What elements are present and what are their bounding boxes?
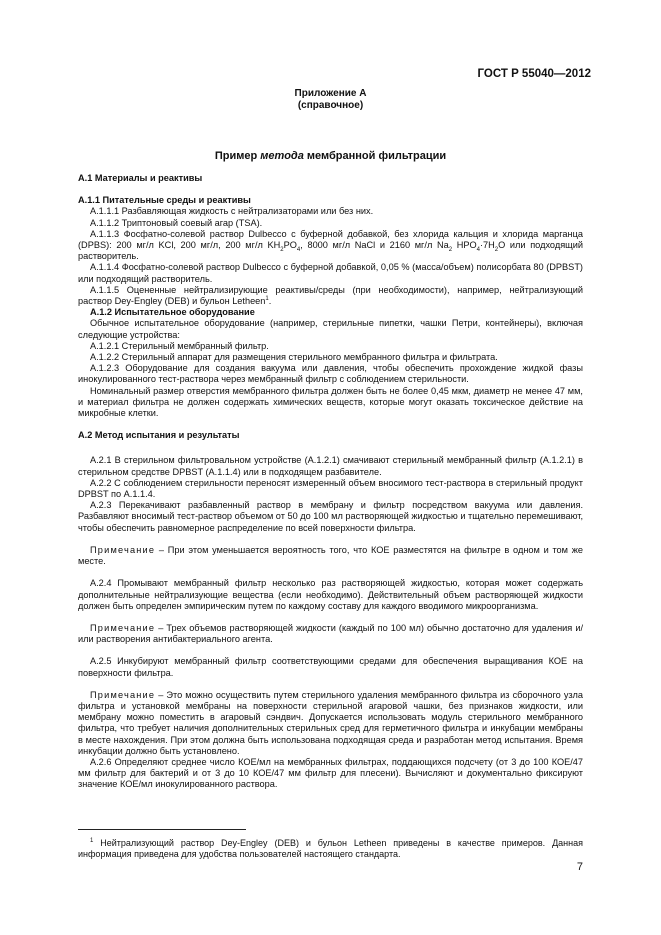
note-3: Примечание – Это можно осуществить путем стерильного удаления мембранного фильтра из сборочного узла фильтра и установкой мембраны на поверхности стерильной агаровой чашки, без признаков жидкости, или мембрану можно поместить в агаровый сэндвич. Допускается использовать модуль стерильного мембранного фильтра, что требует наличия дополнительных стерильных сред для герметичного фильтра и инкубации мембраны в месте нахождения. При этом должна быть использована подходящая среда и разработан метод испытания. Время инкубации должно быть установлено. [78, 689, 583, 756]
paragraph-a112: А.1.1.2 Триптоновый соевый агар (TSA). [90, 217, 263, 228]
footnote-number: 1 [90, 838, 94, 844]
paragraph-a24: А.2.4 Промывают мембранный фильтр несколько раз растворяющей жидкостью, которая может содержать дополнительные нейтрализующие вещества (если необходимо). Действительный объем растворяющей жидкости должен быть определен эмпирическим путем по каждому составу для каждого вводимого микроорганизма. [78, 578, 583, 611]
page-number: 7 [576, 861, 583, 873]
note-1: Примечание – При этом уменьшается вероятность того, что КОЕ разместятся на фильтре в одном и том же месте. [78, 544, 583, 567]
paragraph-a123: А.1.2.3 Оборудование для создания вакуума или давления, чтобы обеспечить прохождение жидкой фазы инокулированного тест-раствора через мембранный фильтр с соблюдением стерильности. [78, 363, 583, 385]
appendix-subtitle: (справочное) [297, 100, 364, 111]
paragraph-a121: А.1.2.1 Стерильный мембранный фильтр. [90, 340, 269, 351]
paragraph-a114: А.1.1.4 Фосфатно-солевой раствор Dulbecco с буферной добавкой, 0,05 % (масса/объем) полисорбата 80 (DPBST) или подходящий растворитель. [78, 262, 583, 284]
section-a2-heading: А.2 Метод испытания и результаты [78, 430, 240, 441]
paragraph-a22: А.2.2 С соблюдением стерильности переносят измеренный объем вносимого тест-раствора в стерильный продукт DPBST по А.1.1.4. [78, 477, 583, 500]
appendix-title: Приложение А [294, 88, 367, 99]
paragraph-a26: А.2.6 Определяют среднее число КОЕ/мл на мембранных фильтрах, поддающихся подсчету (от 3 до 100 КОЕ/47 мм фильтр для бактерий и от 3 до 10 КОЕ/47 мм фильтр для плесени). Вычисляют и документально фиксируют значение КОЕ/мл инокулированного раствора. [78, 756, 583, 790]
paragraph-a25: А.2.5 Инкубируют мембранный фильтр соответствующими средами для обеспечения выращивания КОЕ на поверхности фильтра. [78, 656, 583, 678]
paragraph-a23: А.2.3 Перекачивают разбавленный раствор в мембрану и фильтр посредством вакуума или давления. Разбавляют вносимый тест-раствор объемом от 50 до 100 мл растворяющей жидкостью и тщательно перемешивают, чтобы обеспечить равномерное распределение по всей поверхности фильтра. [78, 500, 584, 533]
section-a11-heading: А.1.1 Питательные среды и реактивы [78, 195, 251, 206]
section-a12-heading: А.1.2 Испытательное оборудование [90, 307, 255, 318]
paragraph-pore-size: Номинальный размер отверстия мембранного фильтра должен быть не более 0,45 мкм, диаметр не менее 47 мм, и материал фильтра не должен содержать химических веществ, которые могут оказать токсическое действие на микробные клетки. [78, 385, 583, 419]
paragraph-a122: А.1.2.2 Стерильный аппарат для размещения стерильного мембранного фильтра и фильтрата. [90, 352, 498, 363]
standard-number: ГОСТ Р 55040—2012 [477, 68, 591, 80]
paragraph-a113: А.1.1.3 Фосфатно-солевой раствор Dulbecco с буферной добавкой, без хлорида кальция и хлорида марганца (DPBS): 200 мг/л KCl, 200 мг/л, 200 мг/л $KH_2PO_4$, 8000 мг/л NaCl и 2160 мг/л $Na_2$ $HPO_4\cdot 7H_2O$ или подходящий растворитель. [78, 228, 583, 262]
document-body [78, 173, 583, 791]
section-a1-heading: А.1 Материалы и реактивы [78, 173, 203, 183]
paragraph-a111: А.1.1.1 Разбавляющая жидкость с нейтрализаторами или без них. [90, 206, 374, 217]
paragraph-a115: А.1.1.5 Оцененные нейтрализирующие реактивы/среды (при необходимости), например, нейтрализующий раствор Dey-Engley (DEB) и бульон Letheen$^1$. [78, 284, 583, 307]
paragraph-a12-intro: Обычное испытательное оборудование (например, стерильные пипетки, чашки Петри, контейнеры), включая следующие устройства: [78, 318, 583, 340]
footnote-separator [78, 829, 246, 830]
paragraph-a21: А.2.1 В стерильном фильтровальном устройстве (А.1.2.1) смачивают стерильный мембранный фильтр (А.1.2.1) в стерильном средстве DPBST (А.1.1.4) или в подходящем разбавителе. [78, 455, 583, 477]
document-title: Пример метода мембранной фильтрации [214, 150, 447, 162]
footnote: $^1$ Нейтрализующий раствор Dey-Engley (DEB) и бульон Letheen приведены в качестве примеров. Данная информация приведена для удобства пользователей настоящего стандарта. [78, 838, 583, 859]
note-2: Примечание – Трех объемов растворяющей жидкости (каждый по 100 мл) обычно достаточно для удаления и/или растворения антибактериального агента. [78, 622, 583, 645]
footnote-mark: 1 [265, 295, 269, 302]
